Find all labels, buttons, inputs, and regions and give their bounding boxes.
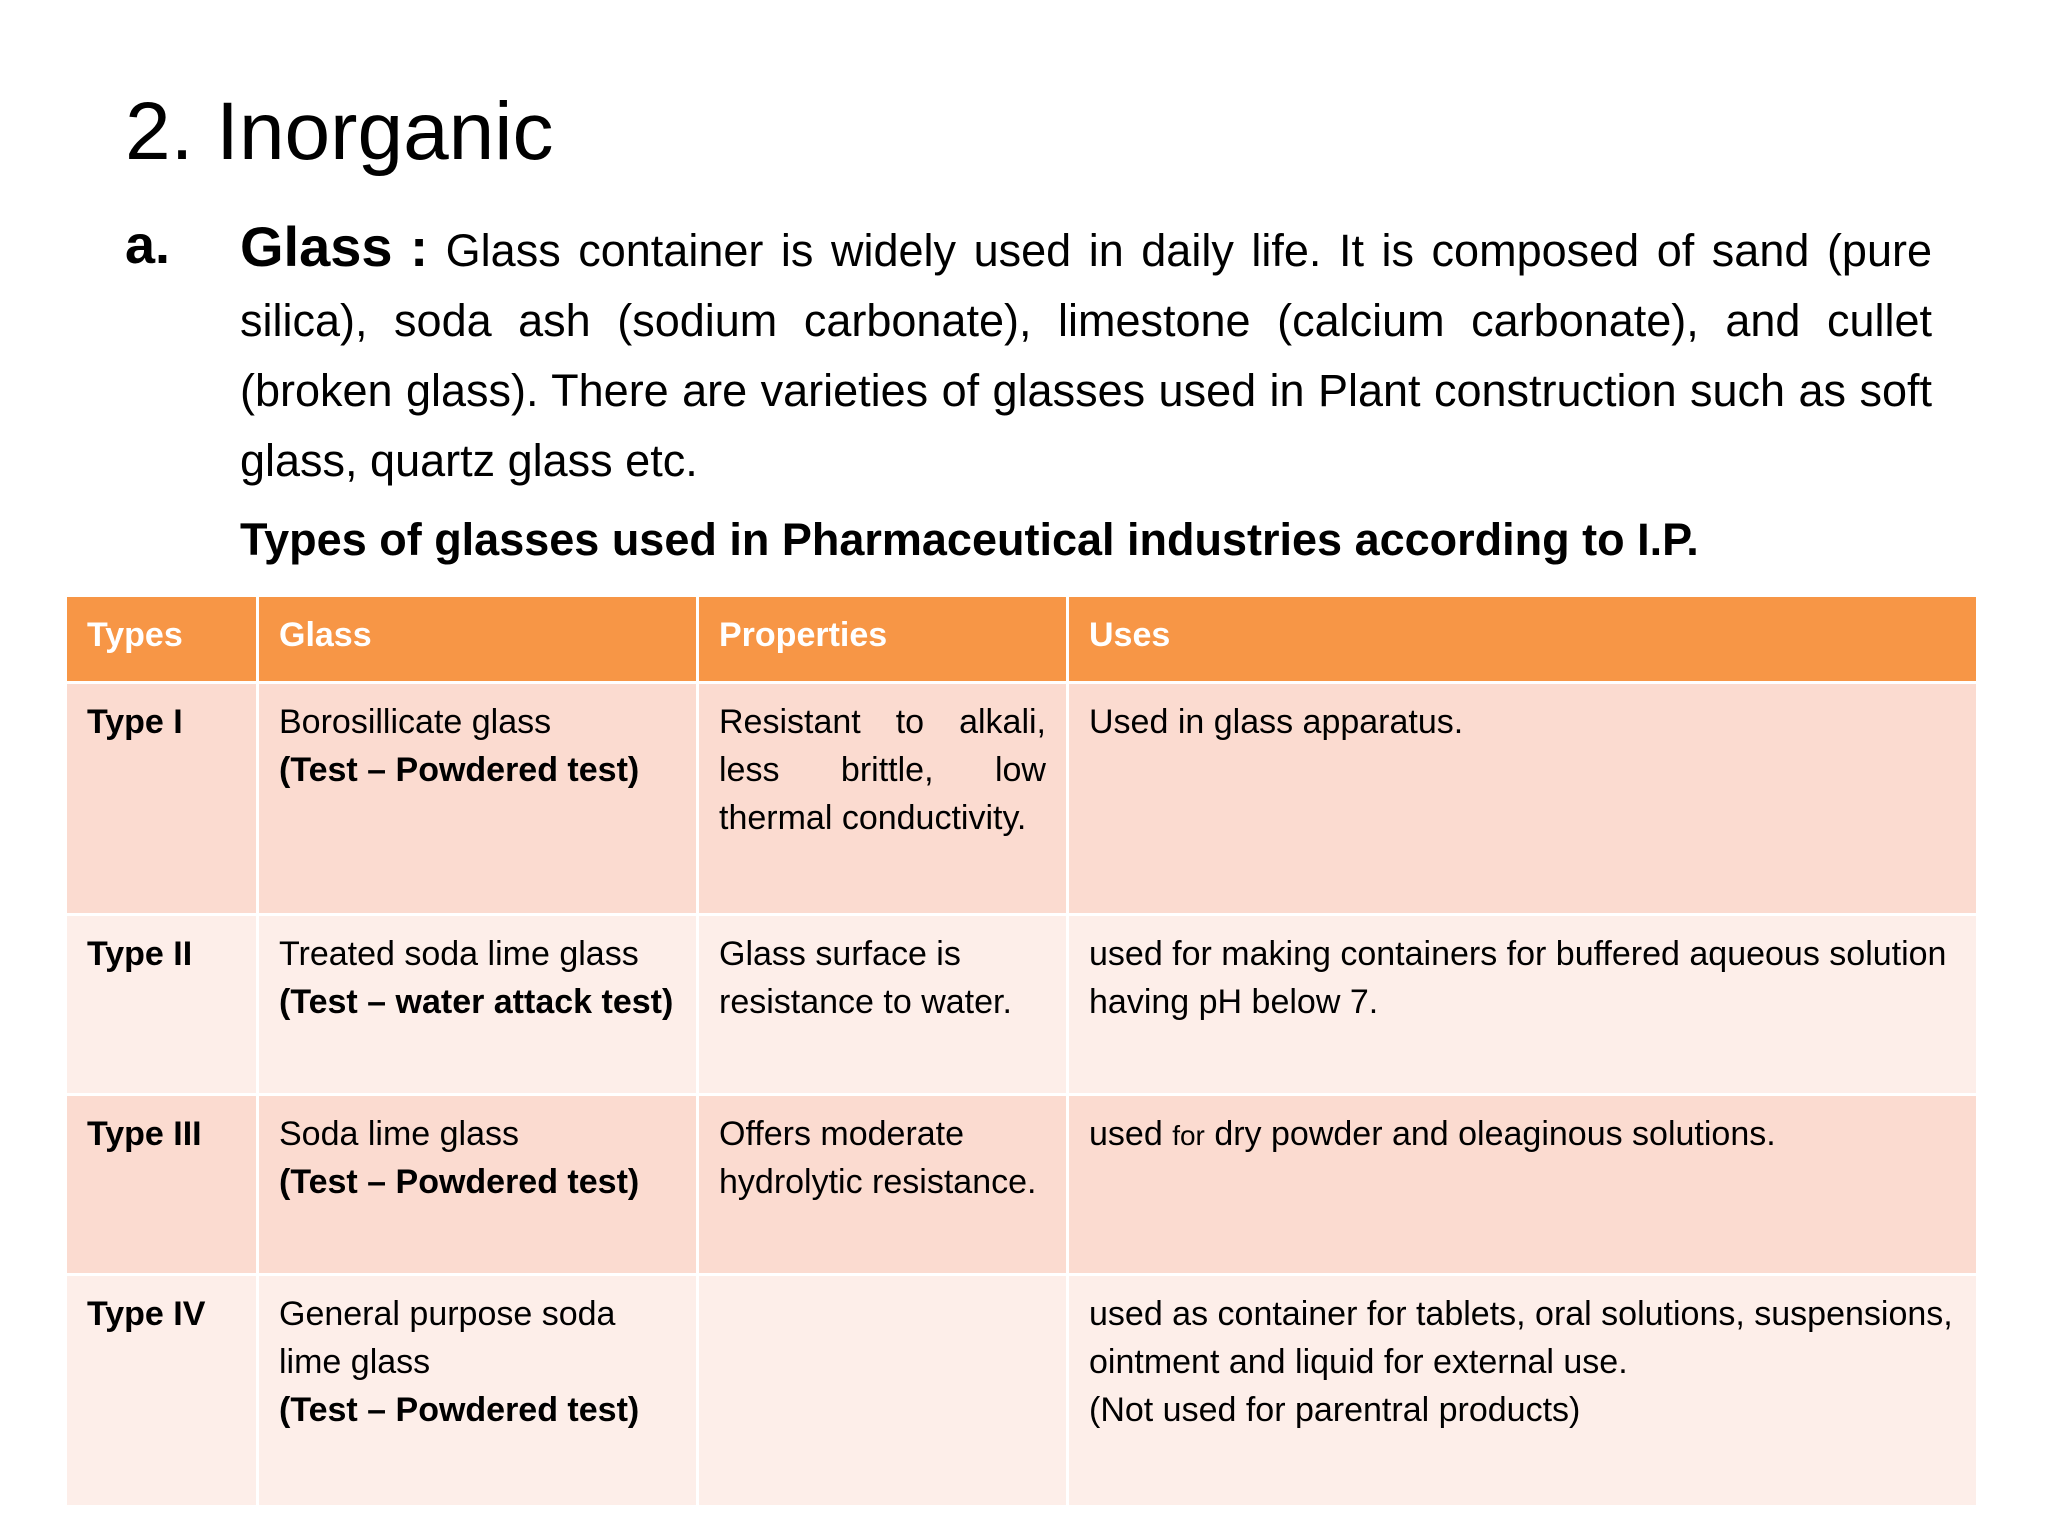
uses-cell: used for making containers for buffered aqueous solution having pH below 7. (1068, 915, 1978, 1095)
glass-name: Treated soda lime glass (279, 935, 639, 973)
header-types: Types (66, 596, 258, 683)
table-row-type-3 (66, 1095, 1978, 1275)
properties-cell: Offers moderate hydrolytic resistance. (698, 1095, 1068, 1275)
header-properties: Properties (698, 596, 1068, 683)
slide-title: 2. Inorganic (125, 86, 554, 177)
uses-small-word: for (1172, 1120, 1205, 1151)
glass-cell (258, 915, 698, 1095)
glass-types-table (64, 594, 1979, 1508)
glass-test: (Test – water attack test) (279, 983, 674, 1021)
uses-text: used as container for tablets, oral solutions, suspensions, ointment and liquid for external use. (1089, 1295, 1953, 1381)
type-cell: Type II (66, 915, 258, 1095)
glass-description (240, 212, 1932, 496)
description-text: Glass container is widely used in daily life. It is composed of sand (pure silica), soda ash (sodium carbonate), limestone (calcium carbonate), and cullet (broken glass). There are varieties of glasses used in Plant construction such as soft glass, quartz glass etc. (240, 225, 1932, 486)
uses-note: (Not used for parentral products) (1089, 1391, 1581, 1429)
table-row-type-1 (66, 683, 1978, 915)
glass-term: Glass (240, 215, 393, 278)
header-uses: Uses (1068, 596, 1978, 683)
glass-cell (258, 1275, 698, 1507)
glass-test: (Test – Powdered test) (279, 1391, 640, 1429)
table-row-type-4 (66, 1275, 1978, 1507)
type-cell: Type I (66, 683, 258, 915)
properties-cell: Resistant to alkali, less brittle, low thermal conductivity. (698, 683, 1068, 915)
glass-cell (258, 1095, 698, 1275)
glass-name: Borosillicate glass (279, 703, 552, 741)
glass-name: Soda lime glass (279, 1115, 520, 1153)
uses-text-end: dry powder and oleaginous solutions. (1214, 1115, 1776, 1153)
glass-test: (Test – Powdered test) (279, 751, 640, 789)
uses-text-start: used (1089, 1115, 1163, 1153)
glass-test: (Test – Powdered test) (279, 1163, 640, 1201)
type-cell: Type III (66, 1095, 258, 1275)
type-cell: Type IV (66, 1275, 258, 1507)
uses-cell (1068, 1275, 1978, 1507)
glass-name: General purpose soda lime glass (279, 1295, 616, 1381)
header-glass: Glass (258, 596, 698, 683)
list-marker: a. (125, 215, 171, 275)
properties-cell: Glass surface is resistance to water. (698, 915, 1068, 1095)
properties-cell (698, 1275, 1068, 1507)
term-colon: : (410, 218, 429, 278)
table-heading: Types of glasses used in Pharmaceutical industries according to I.P. (240, 514, 1699, 565)
table-row-type-2 (66, 915, 1978, 1095)
uses-cell (1068, 1095, 1978, 1275)
uses-cell: Used in glass apparatus. (1068, 683, 1978, 915)
glass-cell (258, 683, 698, 915)
table-header-row (66, 596, 1978, 683)
